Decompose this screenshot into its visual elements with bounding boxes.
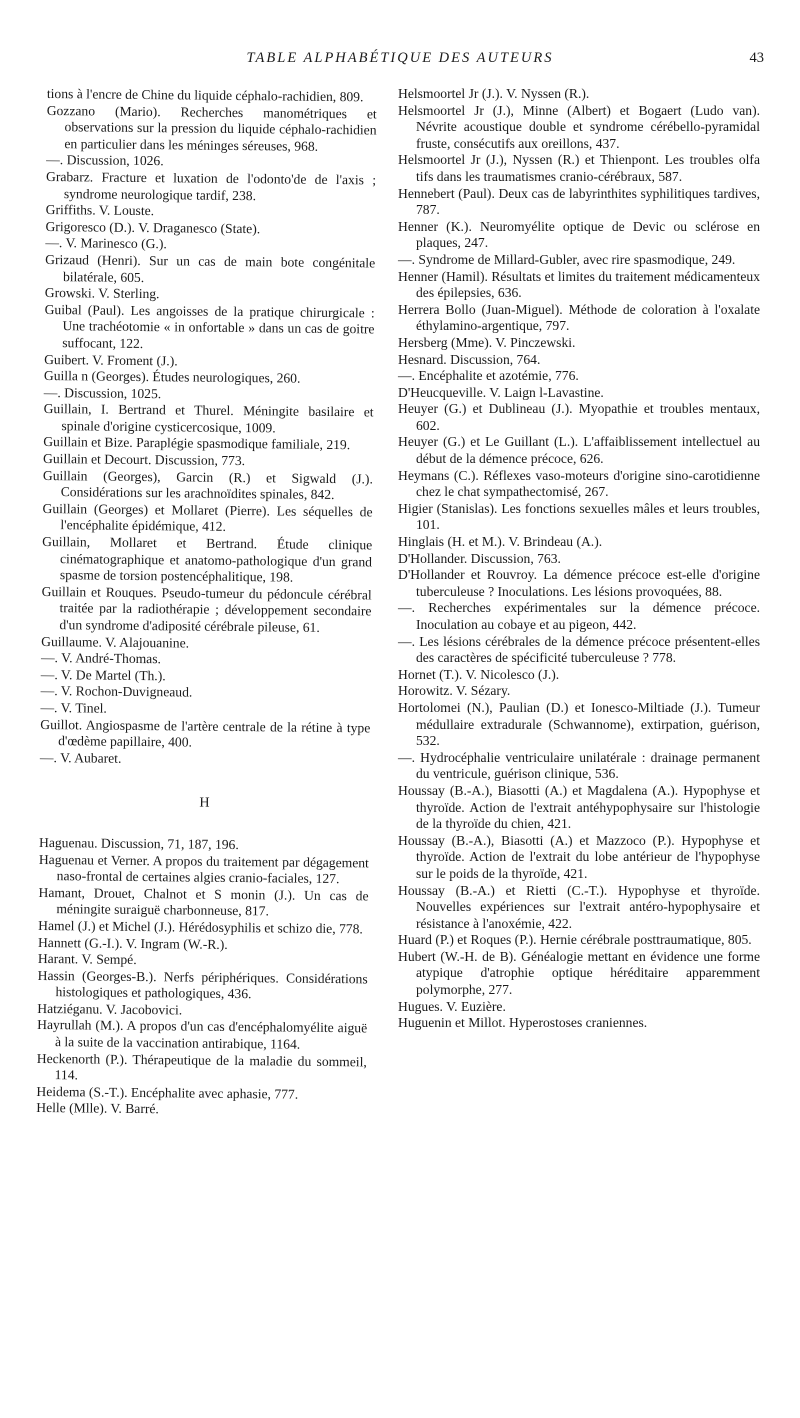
- index-entry: Horowitz. V. Sézary.: [398, 683, 511, 699]
- index-entry: Gozzano (Mario). Recherches manométriques et observations sur la pression du liquide céphalo-rachidien en particulier dans les méninges séreuses, 968.: [46, 102, 377, 154]
- index-entry: Hatziéganu. V. Jacobovici.: [37, 1000, 183, 1018]
- left-column: [36, 86, 377, 1117]
- index-entry: Hamant, Drouet, Chalnot et S monin (J.). Un cas de méningite suraiguë charbonneuse, 817.: [38, 884, 369, 919]
- index-entry: Growski. V. Sterling.: [44, 285, 160, 302]
- index-entry: Houssay (B.-A.) et Rietti (C.-T.). Hypophyse et thyroïde. Nouvelles expériences sur l'extrait antéro-hypophysaire et résistance à l'anoxémie, 422.: [398, 882, 760, 931]
- index-entry: Hennebert (Paul). Deux cas de labyrinthites syphilitiques tardives, 787.: [398, 185, 760, 218]
- index-entry: Helle (Mlle). V. Barré.: [36, 1100, 159, 1117]
- index-entry: —. V. André-Thomas.: [40, 650, 162, 667]
- index-entry: Huard (P.) et Roques (P.). Hernie cérébrale posttraumatique, 805.: [398, 932, 752, 948]
- index-entry: tions à l'encre de Chine du liquide céphalo-rachidien, 809.: [46, 86, 364, 105]
- index-entry: Guillain (Georges), Garcin (R.) et Sigwald (J.). Considérations sur les arachnoïdites spinales, 842.: [42, 467, 373, 503]
- index-entry: Guillaume. V. Alajouanine.: [41, 633, 190, 651]
- page-header: [0, 48, 800, 74]
- left-column-body: [36, 86, 377, 1120]
- index-entry: Henner (K.). Neuromyélite optique de Devic ou sclérose en plaques, 247.: [398, 218, 760, 251]
- index-entry: Houssay (B.-A.), Biasotti (A.) et Magdalena (A.). Hypophyse et thyroïde. Action de l'extrait antéhypophysaire sur l'histologie de la thyroïde du chien, 421.: [398, 782, 760, 832]
- index-entry: —. Encéphalite et azotémie, 776.: [398, 368, 579, 384]
- index-entry: Hesnard. Discussion, 764.: [398, 351, 541, 367]
- index-entry: —. V. Marinesco (G.).: [45, 235, 167, 252]
- index-entry: Hortolomei (N.), Paulian (D.) et Ionesco-Miltiade (J.). Tumeur médullaire extradurale (Schwannome), extirpation, guérison, 532.: [398, 699, 760, 749]
- index-entry: D'Hollander. Discussion, 763.: [398, 550, 561, 566]
- index-entry: —. Les lésions cérébrales de la démence précoce présentent-elles des caractères de spécificité tuberculeuse ? 778.: [398, 633, 760, 666]
- index-entry: Guibert. V. Froment (J.).: [44, 351, 178, 368]
- index-entry: Hannett (G.-I.). V. Ingram (W.-R.).: [37, 934, 228, 952]
- index-entry: —. Syndrome de Millard-Gubler, avec rire spasmodique, 249.: [398, 251, 736, 267]
- index-entry: Helsmoortel Jr (J.), Nyssen (R.) et Thienpont. Les troubles olfa tifs dans les traumatismes cranio-cérébraux, 587.: [398, 152, 760, 184]
- index-entry: Hubert (W.-H. de B). Généalogie mettant en évidence une forme atypique d'atrophie optique héréditaire apparemment polymorphe, 277.: [398, 948, 760, 998]
- index-entry: Guillain et Bize. Paraplégie spasmodique familiale, 219.: [43, 434, 351, 453]
- running-title: TABLE ALPHABÉTIQUE DES AUTEURS: [246, 50, 554, 66]
- index-entry: —. Recherches expérimentales sur la démence précoce. Inoculation au cobaye et au pigeon, 442.: [398, 600, 760, 632]
- index-entry: Herrera Bollo (Juan-Miguel). Méthode de coloration à l'oxalate éthylamino-argentique, 797.: [398, 301, 760, 334]
- index-entry: Henner (Hamil). Résultats et limites du traitement médicamenteux des épilepsies, 636.: [398, 268, 760, 301]
- index-entry: Heymans (C.). Réflexes vaso-moteurs d'origine sino-carotidienne chez le chat sympathectomisé, 267.: [398, 467, 760, 500]
- index-entry: Heuyer (G.) et Le Guillant (L.). L'affaiblissement intellectuel au début de la démence précoce, 626.: [398, 434, 760, 467]
- index-entry: —. Discussion, 1025.: [43, 384, 162, 401]
- index-entry: —. V. De Martel (Th.).: [40, 666, 166, 684]
- index-entry: Grabarz. Fracture et luxation de l'odonto'de de l'axis ; syndrome neurologique tardif, 238.: [45, 168, 377, 203]
- index-entry: —. V. Rochon-Duvigneaud.: [40, 683, 193, 700]
- index-entry: Guibal (Paul). Les angoisses de la pratique chirurgicale : Une trachéotomie « in onfortable » dans un cas de goitre suffocant, 122.: [44, 301, 375, 351]
- page-number: 43: [749, 50, 764, 66]
- index-entry: Grigoresco (D.). V. Draganesco (State).: [45, 218, 261, 236]
- index-entry: Heidema (S.-T.). Encéphalite avec aphasie, 777.: [36, 1083, 299, 1102]
- index-entry: Hornet (T.). V. Nicolesco (J.).: [398, 666, 560, 682]
- index-entry: Haguenau et Verner. A propos du traitement par dégagement naso-frontal de certaines algies cranio-faciales, 127.: [38, 851, 369, 887]
- index-entry: Houssay (B.-A.), Biasotti (A.) et Mazzoco (P.). Hypophyse et thyroïde. Action de l'extrait du lobe antérieur de l'hypophyse sur le poids de la thyroïde, 421.: [398, 832, 760, 881]
- index-entry: D'Hollander et Rouvroy. La démence précoce est-elle d'origine tuberculeuse ? Inoculations. Les lésions provoquées, 88.: [398, 567, 760, 599]
- index-entry: —. Hydrocéphalie ventriculaire unilatérale : drainage permanent du ventricule, guérison clinique, 536.: [398, 749, 760, 782]
- index-entry: Helsmoortel Jr (J.). V. Nyssen (R.).: [398, 86, 590, 101]
- index-entry: Helsmoortel Jr (J.), Minne (Albert) et Bogaert (Ludo van). Névrite acoustique double et syndrome cérébello-pyramidal fruste, consécutifs aux oreillons, 437.: [398, 102, 760, 151]
- index-entry: Higier (Stanislas). Les fonctions sexuelles mâles et leurs troubles, 101.: [398, 500, 760, 533]
- index-entry: Guilla n (Georges). Études neurologiques, 260.: [43, 368, 301, 386]
- index-entry: Guillain et Decourt. Discussion, 773.: [43, 451, 246, 469]
- index-entry: Guillain, I. Bertrand et Thurel. Méningite basilaire et spinale d'origine cysticercosique, 1009.: [43, 401, 374, 436]
- index-entry: Hamel (J.) et Michel (J.). Hérédosyphilis et schizo die, 778.: [38, 917, 363, 937]
- index-entry: Haguenau. Discussion, 71, 187, 196.: [39, 834, 239, 852]
- index-entry: Hinglais (H. et M.). V. Brindeau (A.).: [398, 534, 603, 550]
- index-entry: Harant. V. Sempé.: [37, 951, 137, 968]
- index-entry: Guillain et Rouques. Pseudo-tumeur du pédoncule cérébral traitée par la radiothérapie ; développement secondaire d'un syndrome d'adiposité cérébrale pileuse, 61.: [41, 583, 372, 635]
- index-entry: —. Discussion, 1026.: [46, 152, 164, 169]
- index-entry: Guillot. Angiospasme de l'artère centrale de la rétine à type d'œdème papillaire, 400.: [40, 716, 371, 750]
- index-entry: Grizaud (Henri). Sur un cas de main bote congénitale bilatérale, 605.: [45, 251, 376, 285]
- index-entry: Hayrullah (M.). A propos d'un cas d'encéphalomyélite aiguë à la suite de la vaccination antirabique, 1164.: [37, 1017, 368, 1052]
- index-entry: Hugues. V. Euzière.: [398, 998, 506, 1014]
- right-column: [398, 86, 760, 1032]
- section-letter-h: H: [199, 795, 210, 812]
- index-entry: D'Heucqueville. V. Laign l-Lavastine.: [398, 384, 604, 400]
- index-entry: Heckenorth (P.). Thérapeutique de la maladie du sommeil, 114.: [36, 1050, 367, 1083]
- index-entry: Griffiths. V. Louste.: [45, 202, 155, 219]
- index-entry: Heuyer (G.) et Dublineau (J.). Myopathie et troubles mentaux, 602.: [398, 401, 760, 433]
- index-entry: —. V. Tinel.: [40, 699, 107, 716]
- index-entry: Guillain, Mollaret et Bertrand. Étude clinique cinématographique et anatomo-pathologique d'un grand spasme de torsion postencéphalitique, 198.: [42, 534, 373, 585]
- index-entry: Guillain (Georges) et Mollaret (Pierre). Les séquelles de l'encéphalite épidémique, 412.: [42, 500, 373, 535]
- index-entry: Hersberg (Mme). V. Pinczewski.: [398, 334, 576, 350]
- index-entry: Hassin (Georges-B.). Nerfs périphériques. Considérations histologiques et pathologiques, 436.: [37, 967, 368, 1002]
- index-entry: Huguenin et Millot. Hyperostoses craniennes.: [398, 1015, 648, 1031]
- index-entry: —. V. Aubaret.: [39, 749, 122, 766]
